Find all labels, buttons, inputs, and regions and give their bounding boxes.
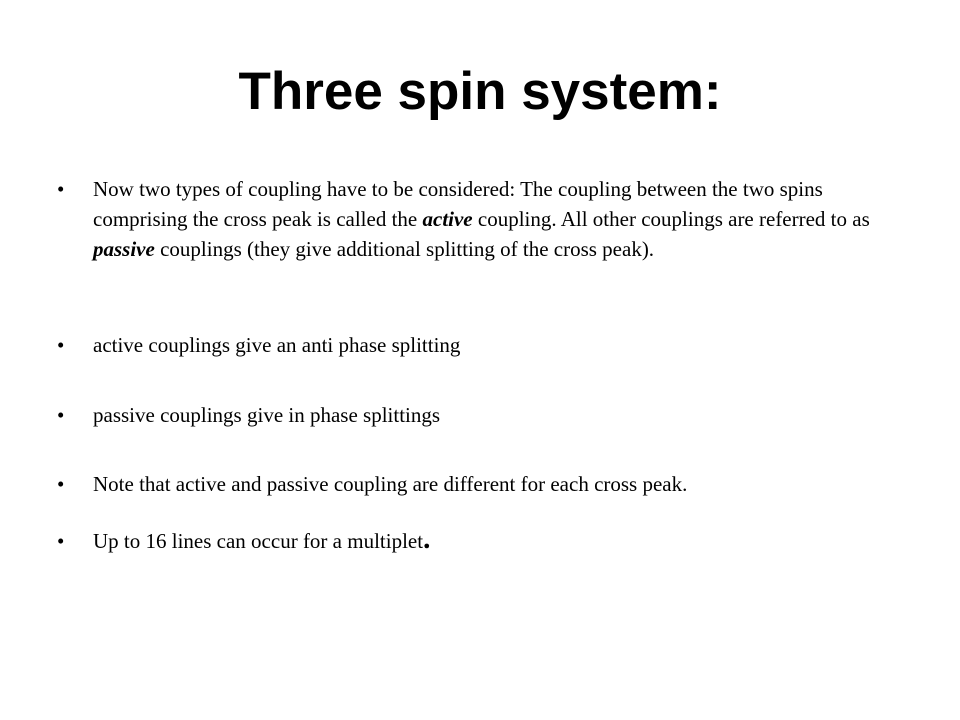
bullet-text-part: coupling. All other couplings are referred to as <box>472 207 870 231</box>
bullet-marker: • <box>57 403 65 427</box>
bullet-item-coupling-types <box>57 174 887 264</box>
slide-title: Three spin system: <box>238 62 722 121</box>
bullet-item-passive-couplings <box>57 400 887 430</box>
bullet-text: Note that active and passive coupling are different for each cross peak. <box>93 472 688 496</box>
term-active: active <box>422 207 473 231</box>
bullet-marker: • <box>57 529 65 553</box>
bullet-text-part: Now two types of coupling have to be considered: The coupling between the two spins comprising the cross peak is called the <box>93 177 823 231</box>
bullet-item-multiplet-lines <box>57 523 887 556</box>
bullet-text-part: Up to 16 lines can occur for a multiplet <box>93 529 424 553</box>
bullet-text: active couplings give an anti phase splitting <box>93 333 461 357</box>
bullet-item-cross-peak-note <box>57 469 887 499</box>
term-passive: passive <box>93 237 155 261</box>
bullet-marker: • <box>57 472 65 496</box>
bullet-text <box>93 174 887 264</box>
bullet-marker: • <box>57 177 65 201</box>
bullet-text <box>93 523 887 556</box>
bullet-end-punctuation: . <box>423 523 431 555</box>
bullet-marker: • <box>57 333 65 357</box>
bullet-text-part: couplings (they give additional splitting of the cross peak). <box>154 237 655 261</box>
bullet-item-active-couplings <box>57 330 887 360</box>
bullet-text: passive couplings give in phase splittings <box>93 403 441 427</box>
